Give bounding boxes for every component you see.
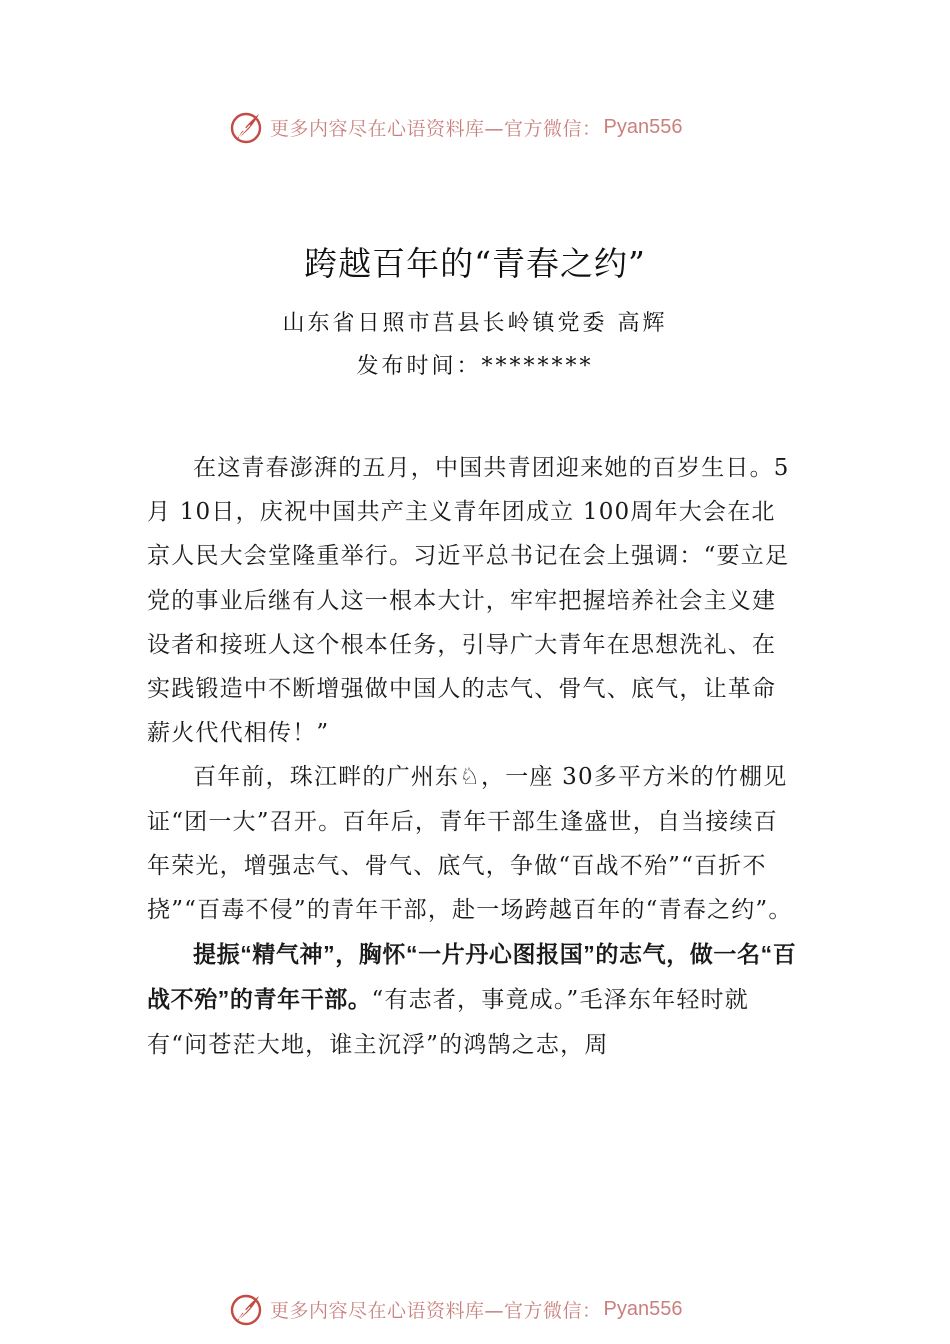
footer-watermark bbox=[228, 1289, 683, 1329]
quill-logo-icon bbox=[228, 1291, 264, 1327]
quill-logo-icon bbox=[228, 109, 264, 145]
article-title: 跨越百年的“青春之约” bbox=[304, 244, 646, 283]
article-author: 山东省日照市莒县长岭镇党委 高辉 bbox=[282, 311, 668, 336]
watermark-text: 更多内容尽在心语资料库—官方微信： bbox=[270, 1299, 602, 1322]
article-body bbox=[147, 446, 799, 1067]
watermark-text: 更多内容尽在心语资料库—官方微信： bbox=[270, 117, 602, 140]
watermark-wechat-id: Pyan556 bbox=[603, 115, 683, 138]
paragraph: 百年前，珠江畔的广州东♘，一座 30多平方米的竹棚见证“团一大”召开。百年后，青年干部生逢盛世，自当接续百年荣光，增强志气、骨气、底气，争做“百战不殆”“百折不挠”“百毒不侵”的青年干部，赴一场跨越百年的“青春之约”。 bbox=[147, 764, 793, 924]
paragraph: 在这青春澎湃的五月，中国共青团迎来她的百岁生日。5月 10日，庆祝中国共产主义青年团成立 100周年大会在北京人民大会堂隆重举行。习近平总书记在会上强调：“要立足党的事业后继有人这一根本大计，牢牢把握培养社会主义建设者和接班人这个根本任务，引导广大青年在思想洗礼、在实践锻造中不断增强做中国人的志气、骨气、底气，让革命薪火代代相传！” bbox=[147, 455, 790, 747]
section-heading: 提振“精气神”，胸怀“一片丹心图报国”的志气，做一名“百战不殆”的青年干部。 bbox=[147, 941, 797, 1013]
header-watermark bbox=[228, 107, 683, 147]
publish-time: 发布时间：******** bbox=[356, 354, 594, 379]
watermark-wechat-id: Pyan556 bbox=[603, 1297, 683, 1320]
section-body: “有志者，事竟成。”毛泽东年轻时就有“问苍茫大地，谁主沉浮”的鸿鹄之志，周 bbox=[147, 987, 749, 1058]
section-paragraph bbox=[147, 932, 799, 1067]
